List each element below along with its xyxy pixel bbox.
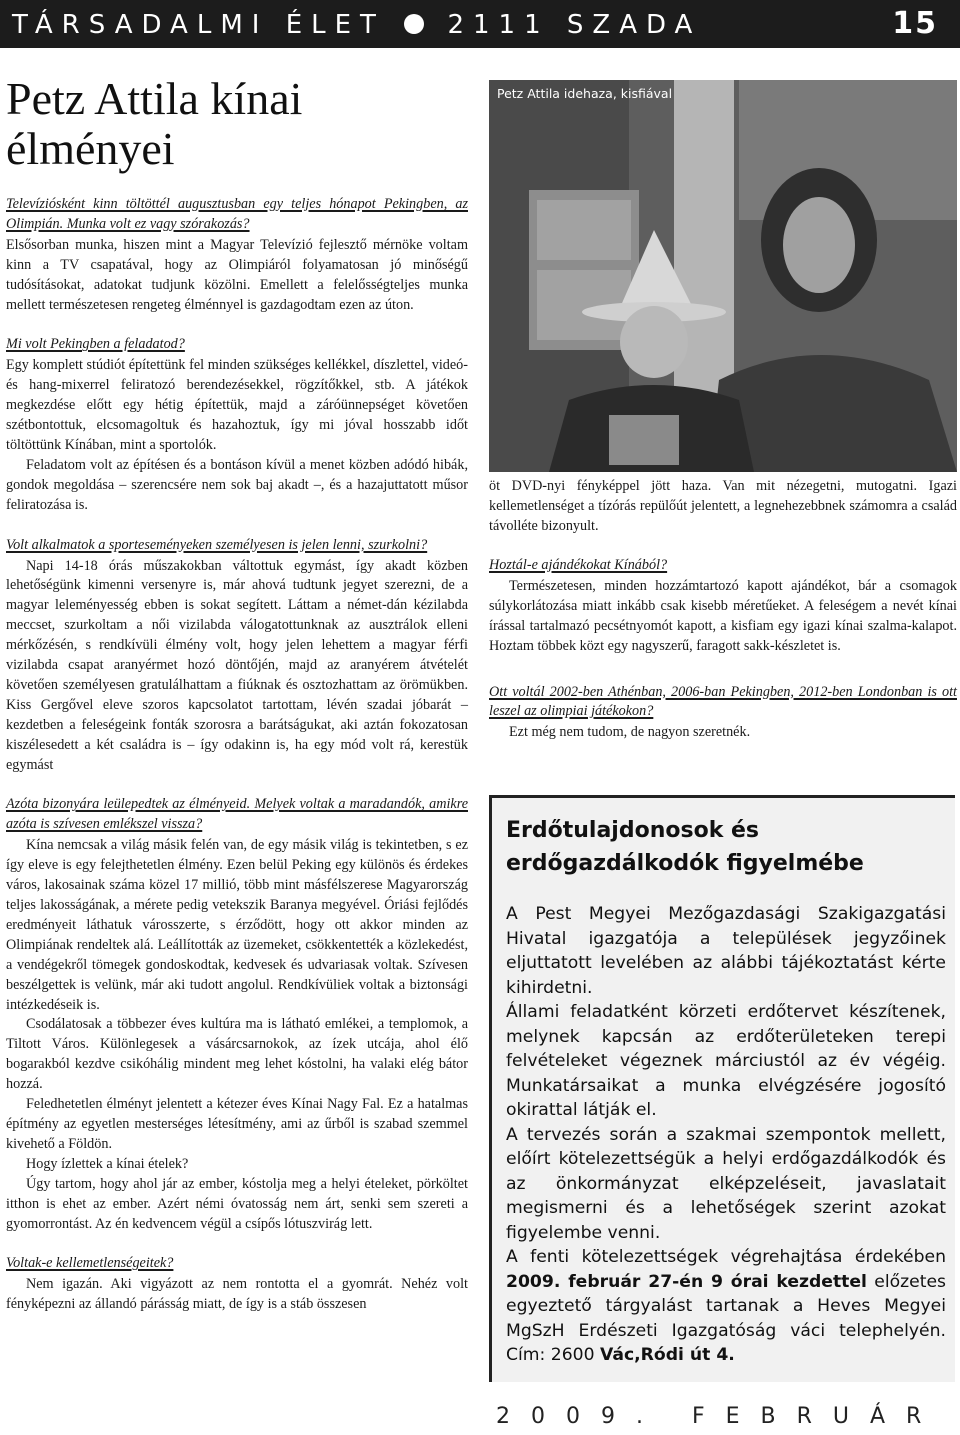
interview-answer: Természetesen, minden hozzámtartozó kapott ajándékot, bár a csomagok súlykorlátozása miatt inkább csak kisebb méretűeket. A feleségem a nevét kínai írással tartalmazó pecsétnyomót kapott, a kisfiam egy igazi kínai szalma-kalapot. Hoztam többek közt egy nagyszerű, faragott sakk-készletet is.: [489, 577, 957, 654]
issue-date: 2009. FEBRUÁR: [496, 1404, 943, 1429]
interview-answer: Elsősorban munka, hiszen mint a Magyar Televízió fejlesztő mérnöke voltam kinn a TV csapatával, hogy az Olimpiáról folyamatosan jó minőségű tudósításokat, adatokat tudjunk közölni. Emellett a felelősségteljes munka mellett természetesen rengeteg élménnyel is gazdagodtam ezen az úton.: [6, 236, 468, 313]
interview-answer: Csodálatosak a többezer éves kultúra ma is látható emlékei, a templomok, a Tiltott Város. Különlegesek a vásárcsarnokok, az ízek utcája, ahol élő bogarakból kezdve csikóhálig mindent meg lehet kóstolni, ha valaki elég bátor hozzá.: [6, 1016, 468, 1093]
notice-paragraph: [506, 1245, 946, 1368]
article-photo: [489, 80, 957, 472]
bullet-dot-icon: [404, 14, 424, 34]
notice-text: előzetes egyeztető tárgyalást tartanak a Heves Megyei MgSzH Erdészeti Igazgatóság váci telephelyén. Cím: 2600: [506, 1271, 946, 1365]
interview-question: Mi volt Pekingben a feladatod?: [6, 336, 185, 353]
interview-question: Voltak-e kellemetlenségeitek?: [6, 1255, 174, 1272]
interview-answer: Kína nemcsak a világ másik felén van, de egy másik világ is tekintetben, s ez így eleve is egy felejthetetlen élmény. Ezen belül Peking egy különös és érdekes város, lakosainak száma közel 17 millió, több mint másfélszerese Magyarország teljes lakosságának, a mérete pedig vetekszik Baranya megyével. Óriási fejlődés eredményeit láthatuk városszerte, s érződött, hogy ott akkor minden az Olimpiának rendeltek alá. Leállították az üzemeket, csökkentették a közlekedést, a vendégekről tömegek gondoskodtak, kedvesek és udvariasak voltak. Szívesen beszélgettek is velünk, már aki tudott angolul. Rendkívüliek voltak a biztonsági intézkedéseik is.: [6, 837, 468, 1013]
interview-answer: Nem igazán. Aki vigyázott az nem rontotta el a gyomrát. Nehéz volt fényképezni az állandó párásság miatt, de így is a stáb összesen: [6, 1276, 468, 1313]
notice-date-time: 2009. február 27-én 9 órai kezdettel: [506, 1271, 867, 1292]
section-name: TÁRSADALMI ÉLET: [12, 10, 385, 40]
interview-answer: Hogy ízlettek a kínai ételek?: [26, 1155, 189, 1172]
interview-answer: öt DVD-nyi fényképpel jött haza. Van mit nézegetni, mutogatni. Igazi kellemetlenséget a tízórás repülőút jelentett, a legnehezebbnek számomra a család távolléte bizonyult.: [489, 478, 957, 534]
notice-title: Erdőtulajdonosok és erdőgazdálkodók figyelmébe: [506, 818, 864, 876]
notice-text: A fenti kötelezettségek végrehajtása érdekében: [506, 1247, 946, 1267]
article-title-line1: Petz Attila kínai: [6, 73, 303, 124]
section-location: 2111 SZADA: [447, 10, 702, 40]
interview-answer: Napi 14-18 órás műszakokban váltottuk egymást, így akadt közben lehetőségünk kimenni versenyre is, már ahová tudtunk jegyet szerezni, de a magyar leleményesség ebben is sokat segített. Láttam a német-dán kézilabda meccset, szurkoltam a női vizilabda válogatottunknak az ausztrálok elleni mérkőzésén, s rendkívüli élmény volt, hogy jelen lehettem a magyar férfi vizilabda csapat aranyérmet hozó döntőjén, majd az aranyérem átvételét követően személyesen gratulálhattam a fiúknak és osztozhattam az örömükben. Kiss Gergővel eleve szoros kapcsolatot tartottam, lévén szadai jóbarát – kezdetben a feleségeink fonták szorosra a barátságukat, aki aztán fokozatosan kiszélesedett a két családra is – így odakinn is, ha egy mód volt rá, kerestük egymást: [6, 557, 468, 773]
notice-paragraph: Állami feladatként körzeti erdőtervet készítenek, melynek kapcsán az erdőterületeken terepi felvételeket végeznek márciustól az év végéig. Munkatársaikat a munka elvégzésére jogosító okirattal látják el.: [506, 1002, 946, 1120]
interview-answer: Feladatom volt az építésen és a bontáson kívül a menet közben adódó hibák, gondok megoldása – szerencsére nem sok baj akadt –, és a hazajuttatott műsor feliratozása is.: [6, 456, 468, 513]
notice-paragraph: A Pest Megyei Mezőgazdasági Szakigazgatási Hivatal igazgatója a települések jegyzőinek eljuttatott levelében az alábbi tájékoztatást kérte kihirdetni.: [506, 904, 946, 998]
notice-body: [506, 902, 946, 1368]
interview-answer: Úgy tartom, hogy ahol jár az ember, kóstolja meg a helyi ételeket, pörköltet itthon is ehet az ember. Azért némi óvatosság nem árt, senki sem szereti a gyomorrontást. Az én kedvencem végül a csípős lótuszvirág lett.: [6, 1175, 468, 1232]
article-title-line2: élményei: [6, 123, 175, 174]
interview-answer: Egy komplett stúdiót építettünk fel minden szükséges kellékkel, díszlettel, videó- és hang-mixerrel feliratozó berendezésekkel, rögzítőkkel, stb. A játékok megkezdése előtt egy hétig építettük, majd a záróünnepséget követően szétbontottuk, elcsomagoltuk és hazahoztuk, így mi jóval hosszabb időt töltöttünk Kínában, mint a sportolók.: [6, 357, 468, 453]
notice-box: [489, 795, 955, 1382]
section-header-bar: [0, 0, 960, 48]
article-right-column: [489, 556, 957, 743]
interview-question: Hoztál-e ajándékokat Kínából?: [489, 557, 668, 573]
interview-answer: Ezt még nem tudom, de nagyon szeretnék.: [509, 724, 751, 741]
section-title: [12, 8, 701, 42]
notice-address: Vác,Ródi út 4.: [599, 1345, 735, 1365]
photo-illustration: [489, 80, 957, 472]
photo-caption: Petz Attila idehaza, kisfiával: [497, 86, 673, 101]
interview-question: Azóta bizonyára leülepedtek az élményeid. Melyek voltak a maradandók, amikre azóta is szívesen emlékszel vissza?: [6, 796, 468, 833]
article-right-continuation: [489, 477, 957, 537]
notice-paragraph: A tervezés során a szakmai szempontok mellett, előírt kötelezettségük a helyi erdőgazdálkodók és az önkormányzat elképzeléseit, javaslatait megismerni és a lehetőségek szerint azokat figyelembe venni.: [506, 1124, 946, 1243]
interview-question: Televíziósként kinn töltöttél augusztusban egy teljes hónapot Pekingben, az Olimpián. Munka volt ez vagy szórakozás?: [6, 196, 468, 232]
interview-question: Volt alkalmatok a sporteseményeken személyesen is jelen lenni, szurkolni?: [6, 536, 428, 553]
interview-question: Ott voltál 2002-ben Athénban, 2006-ban Pekingben, 2012-ben Londonban is ott leszel az olimpiai játékokon?: [489, 683, 957, 720]
page-number: 15: [892, 6, 938, 41]
article-title: [6, 74, 476, 174]
article-left-column: [6, 195, 468, 1315]
interview-answer: Feledhetetlen élményt jelentett a kétezer éves Kínai Nagy Fal. Ez a hatalmas építmény az egyetlen mesterséges létesítmény, ami az űrből is szabad szemmel kivehető a Földön.: [6, 1096, 468, 1152]
